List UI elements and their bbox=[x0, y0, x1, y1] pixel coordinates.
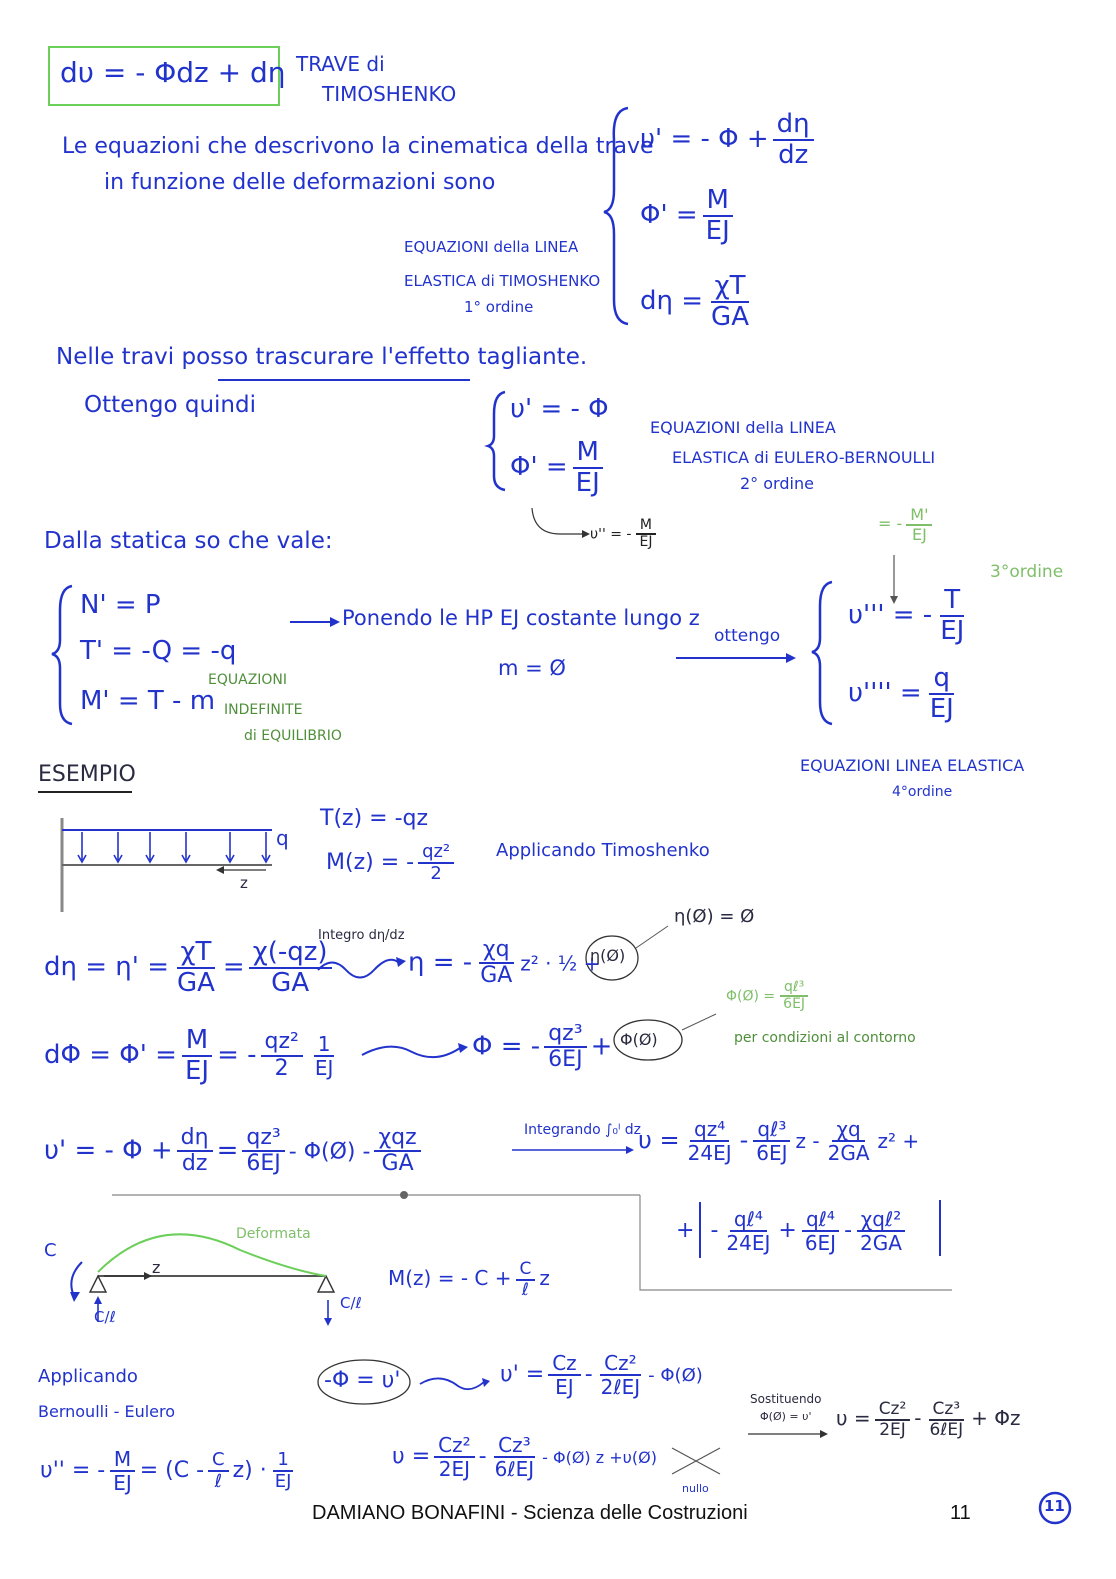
timo-label3: 1° ordine bbox=[464, 298, 534, 316]
timo-label1: EQUAZIONI della LINEA bbox=[404, 238, 579, 256]
apply-timoshenko: Applicando Timoshenko bbox=[496, 840, 710, 861]
title-line2: TIMOSHENKO bbox=[322, 82, 457, 106]
hypothesis: Ponendo le HP EJ costante lungo z bbox=[342, 606, 700, 630]
boxed-equation: dυ = - Φdz + dη bbox=[60, 56, 286, 89]
eb-eq2: Φ' = $\frac{M}{EJ}$ bbox=[510, 438, 608, 497]
final-v-eq: υ = $\frac{\text{Cz²}}{2EJ}$ - $\frac{\text{Cz³}}{\text{6ℓEJ}}$ + Φz bbox=[836, 1399, 1021, 1440]
result-label1: EQUAZIONI LINEA ELASTICA bbox=[800, 756, 1025, 775]
arrow-head bbox=[94, 1296, 102, 1304]
arrow-head bbox=[626, 1146, 634, 1154]
statics-label2: INDEFINITE bbox=[224, 702, 303, 718]
footer-text: DAMIANO BONAFINI - Scienza delle Costruzioni bbox=[312, 1502, 748, 1524]
right-reaction: C/ℓ bbox=[340, 1294, 362, 1312]
arrow-head bbox=[324, 1318, 332, 1326]
vprime-eq2: υ' = $\frac{Cz}{EJ}$ - $\frac{\text{Cz²}}{\text{2ℓEJ}}$ - Φ(Ø) bbox=[500, 1351, 703, 1399]
arrow-head bbox=[582, 530, 590, 538]
arrow-head bbox=[820, 1430, 828, 1438]
timo-label2: ELASTICA di TIMOSHENKO bbox=[404, 272, 601, 290]
timo-eq1: υ' = - Φ + $\frac{d\eta}{dz}$ bbox=[640, 110, 818, 169]
deformata-label: Deformata bbox=[236, 1226, 311, 1242]
statics-intro: Dalla statica so che vale: bbox=[44, 528, 333, 554]
left-reaction: C/ℓ bbox=[94, 1308, 116, 1326]
wavy-arrow-phi bbox=[362, 1047, 460, 1057]
sostituendo-line1: Sostituendo bbox=[750, 1392, 822, 1406]
eta0-circled: η(Ø) bbox=[590, 946, 626, 965]
leader-eta0 bbox=[636, 926, 668, 948]
example-title: ESEMPIO bbox=[38, 762, 136, 787]
result-eq1: υ''' = - $\frac{T}{EJ}$ bbox=[848, 585, 965, 646]
brace-result bbox=[812, 582, 832, 724]
integrando-label: Integrando ∫₀ˡ dz bbox=[524, 1122, 642, 1138]
arrow-head bbox=[786, 653, 796, 663]
statics-label1: EQUAZIONI bbox=[208, 672, 288, 688]
arrow-head bbox=[458, 1043, 468, 1053]
m-zero: m = Ø bbox=[498, 656, 566, 680]
eta-eq: η = - $\frac{\chi q}{GA}$ z² · ½ + bbox=[408, 937, 601, 989]
T-of-z: T(z) = -qz bbox=[320, 806, 429, 831]
eta0-note: η(Ø) = Ø bbox=[674, 906, 755, 927]
phi-relation: -Φ = υ' bbox=[324, 1368, 401, 1393]
statics-eq2: T' = -Q = -q bbox=[80, 636, 237, 666]
phi-eq: Φ = - $\frac{\text{qz³}}{6EJ}$ + bbox=[472, 1021, 613, 1073]
moment-arrow bbox=[71, 1262, 82, 1296]
shear-line2: Ottengo quindi bbox=[84, 392, 256, 418]
z-label2: z bbox=[152, 1258, 161, 1277]
sostituendo-line2: Φ(Ø) = υ' bbox=[760, 1410, 812, 1423]
M-of-z-2: M(z) = - C + $\frac{C}{\text{ℓ}}$ z bbox=[388, 1259, 550, 1300]
apply-eb-line1: Applicando bbox=[38, 1366, 138, 1387]
arrow-head bbox=[144, 1272, 152, 1280]
result-eq2: υ'''' = $\frac{q}{EJ}$ bbox=[848, 663, 954, 724]
eb-label1: EQUAZIONI della LINEA bbox=[650, 418, 836, 437]
arrow-head bbox=[396, 957, 406, 967]
wavy-arrow-eb bbox=[420, 1378, 484, 1389]
v-bracket: + - $\frac{\text{qℓ⁴}}{24EJ}$ + $\frac{\text{qℓ⁴}}{6EJ}$ - $\frac{\text{χqℓ²}}{2GA}$ bbox=[676, 1208, 910, 1254]
eb-label3: 2° ordine bbox=[740, 474, 814, 493]
arrow-head bbox=[216, 866, 224, 874]
arrow-eb-vpp bbox=[532, 508, 582, 534]
boundary-note: per condizioni al contorno bbox=[734, 1030, 916, 1046]
brace-statics bbox=[52, 586, 72, 724]
statics-eq3: M' = T - m bbox=[80, 686, 216, 716]
eb-label2: ELASTICA di EULERO-BERNOULLI bbox=[672, 448, 936, 467]
title-line1: TRAVE di bbox=[296, 52, 385, 76]
arrow-head bbox=[330, 617, 340, 627]
support-left bbox=[90, 1276, 106, 1292]
timo-eq2: Φ' = $\frac{M}{EJ}$ bbox=[640, 186, 738, 245]
vsecond-eq: υ'' = - $\frac{M}{EJ}$ = (C - $\frac{C}{\text{ℓ}}$ z) · $\frac{1}{EJ}$ bbox=[40, 1447, 292, 1495]
ottengo-label: ottengo bbox=[714, 626, 781, 646]
eb-arrow-result: υ'' = - $\frac{M}{EJ}$ bbox=[590, 518, 660, 551]
eb-eq1: υ' = - Φ bbox=[510, 394, 609, 424]
shear-line1: Nelle travi posso trascurare l'effetto tagliante. bbox=[56, 344, 588, 370]
support-right bbox=[318, 1276, 334, 1292]
intro-line2: in funzione delle deformazioni sono bbox=[104, 170, 496, 195]
intro-line1: Le equazioni che descrivono la cinematica della trave bbox=[62, 134, 654, 159]
dphi-eq: dΦ = Φ' = $\frac{M}{EJ}$ = - $\frac{\text{qz²}}{2}$ $\frac{1}{EJ}$ bbox=[44, 1025, 334, 1086]
load-arrows bbox=[78, 832, 270, 862]
nullo-note: nullo bbox=[682, 1482, 709, 1495]
vprime-eq: υ' = - Φ + $\frac{d\eta}{dz}$ = $\frac{\text{qz³}}{6EJ}$ - Φ(Ø) - $\frac{\text{χqz}}{GA}$ bbox=[44, 1126, 425, 1176]
side-derivation: = - $\frac{M'}{EJ}$ bbox=[878, 506, 936, 543]
load-label: q bbox=[276, 826, 289, 850]
statics-label3: di EQUILIBRIO bbox=[244, 728, 342, 744]
z-label: z bbox=[240, 874, 248, 892]
brace-eb bbox=[488, 392, 505, 490]
leader-phi0 bbox=[682, 1014, 716, 1030]
page-badge: 11 bbox=[1044, 1497, 1065, 1515]
phi0-note: Φ(Ø) = $\frac{\text{qℓ³}}{6EJ}$ bbox=[726, 980, 813, 1013]
arrow-head bbox=[482, 1378, 490, 1387]
arrow-head bbox=[70, 1292, 80, 1302]
apply-eb-line2: Bernoulli - Eulero bbox=[38, 1402, 176, 1421]
integro-label: Integro dη/dz bbox=[318, 928, 405, 943]
timo-eq3: dη = $\frac{\chi T}{GA}$ bbox=[640, 271, 749, 332]
result-label2: 4°ordine bbox=[892, 784, 953, 800]
v-result: υ = $\frac{\text{qz⁴}}{24EJ}$ - $\frac{\text{qℓ³}}{6EJ}$ z - $\frac{\chi q}{2GA}$ z² + bbox=[638, 1117, 920, 1165]
divider-dot bbox=[400, 1191, 408, 1199]
deta-eq: dη = η' = $\frac{\chi T}{GA}$ = $\frac{\chi(-qz)}{GA}$ bbox=[44, 938, 336, 997]
page-number: 11 bbox=[950, 1502, 971, 1524]
phi0-circled: Φ(Ø) bbox=[620, 1030, 658, 1049]
M-of-z: M(z) = - $\frac{\text{qz²}}{2}$ bbox=[326, 842, 458, 884]
third-order-label: 3°ordine bbox=[990, 562, 1064, 582]
statics-eq1: N' = P bbox=[80, 590, 161, 620]
v-eq2: υ = $\frac{\text{Cz²}}{2EJ}$ - $\frac{\text{Cz³}}{\text{6ℓEJ}}$ - Φ(Ø) z +υ(Ø) bbox=[392, 1433, 657, 1481]
moment-C-label: C bbox=[44, 1240, 57, 1261]
